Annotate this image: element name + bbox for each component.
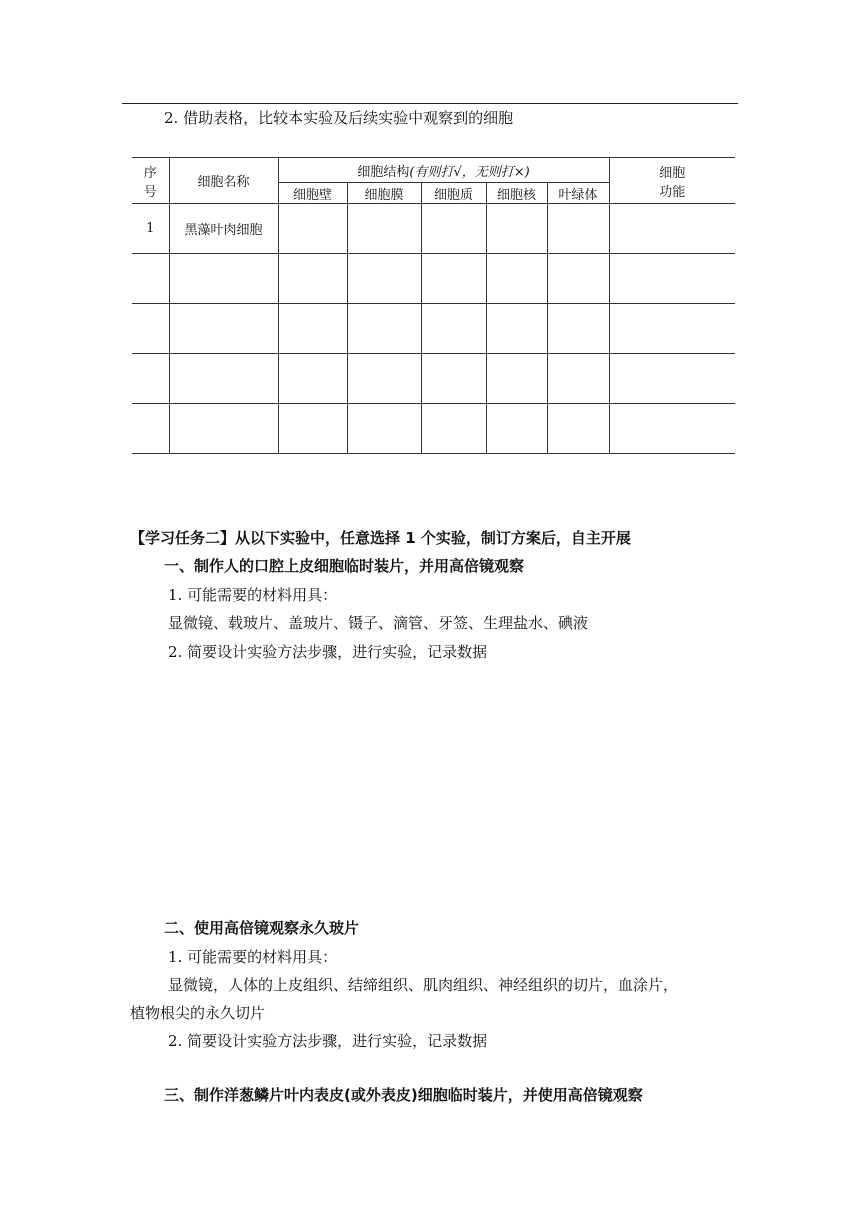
- cell-input[interactable]: [609, 254, 735, 304]
- cell-input[interactable]: [278, 304, 347, 354]
- cell-input[interactable]: [486, 354, 547, 404]
- cell-input[interactable]: [347, 204, 421, 254]
- exp2-materials-line1: 显微镜，人体的上皮组织、结缔组织、肌肉组织、神经组织的切片，血涂片，: [168, 976, 679, 994]
- structure-col-membrane: 细胞膜: [347, 183, 421, 204]
- cell-input[interactable]: [347, 354, 421, 404]
- cell-input[interactable]: [421, 254, 486, 304]
- exp2-item1: 1. 可能需要的材料用具：: [168, 948, 338, 966]
- table-row: [132, 254, 735, 304]
- cell-input[interactable]: [278, 254, 347, 304]
- exp2-materials-line2: 植物根尖的永久切片: [130, 1004, 266, 1022]
- cell-input[interactable]: [347, 304, 421, 354]
- structure-col-chloroplast: 叶绿体: [547, 183, 609, 204]
- row-index: [132, 404, 169, 454]
- cell-input[interactable]: [278, 204, 347, 254]
- table-row: [132, 404, 735, 454]
- table-instruction: 2. 借助表格，比较本实验及后续实验中观察到的细胞: [164, 109, 514, 127]
- function-header: 细胞 功能: [609, 158, 735, 204]
- header-rule: [122, 103, 738, 104]
- cell-input[interactable]: [547, 354, 609, 404]
- structure-header: 细胞结构(有则打√，无则打×): [278, 158, 609, 183]
- exp1-item2: 2. 简要设计实验方法步骤，进行实验，记录数据: [168, 643, 488, 661]
- cell-input[interactable]: [486, 204, 547, 254]
- row-index: [132, 354, 169, 404]
- cell-input[interactable]: [547, 204, 609, 254]
- table-row: [132, 354, 735, 404]
- row-name: 黑藻叶肉细胞: [169, 204, 278, 254]
- cell-input[interactable]: [347, 254, 421, 304]
- exp2-title: 二、使用高倍镜观察永久玻片: [164, 919, 360, 937]
- cell-input[interactable]: [486, 254, 547, 304]
- cell-input[interactable]: [486, 404, 547, 454]
- cell-input[interactable]: [421, 354, 486, 404]
- cell-input[interactable]: [421, 404, 486, 454]
- cell-input[interactable]: [347, 404, 421, 454]
- index-header: 序 号: [132, 158, 169, 204]
- exp2-item2: 2. 简要设计实验方法步骤，进行实验，记录数据: [168, 1032, 488, 1050]
- structure-col-wall: 细胞壁: [278, 183, 347, 204]
- row-name: [169, 404, 278, 454]
- exp1-materials: 显微镜、载玻片、盖玻片、镊子、滴管、牙签、生理盐水、碘液: [168, 614, 589, 632]
- exp3-title: 三、制作洋葱鳞片叶内表皮(或外表皮)细胞临时装片，并使用高倍镜观察: [164, 1086, 643, 1104]
- cell-input[interactable]: [547, 404, 609, 454]
- cell-input[interactable]: [486, 304, 547, 354]
- row-index: 1: [132, 204, 169, 254]
- row-name: [169, 254, 278, 304]
- row-name: [169, 304, 278, 354]
- cell-input[interactable]: [609, 354, 735, 404]
- row-index: [132, 304, 169, 354]
- cell-input[interactable]: [278, 404, 347, 454]
- task2-heading: 【学习任务二】从以下实验中，任意选择 1 个实验，制订方案后，自主开展: [130, 529, 631, 547]
- name-header: 细胞名称: [169, 158, 278, 204]
- cell-input[interactable]: [278, 354, 347, 404]
- cell-input[interactable]: [547, 254, 609, 304]
- cell-comparison-table: [132, 157, 735, 454]
- structure-col-cytoplasm: 细胞质: [421, 183, 486, 204]
- cell-input[interactable]: [547, 304, 609, 354]
- structure-col-nucleus: 细胞核: [486, 183, 547, 204]
- row-name: [169, 354, 278, 404]
- cell-input[interactable]: [609, 304, 735, 354]
- exp1-item1: 1. 可能需要的材料用具：: [168, 586, 338, 604]
- row-index: [132, 254, 169, 304]
- cell-input[interactable]: [421, 204, 486, 254]
- cell-input[interactable]: [609, 404, 735, 454]
- table-row: [132, 304, 735, 354]
- cell-input[interactable]: [609, 204, 735, 254]
- exp1-title: 一、制作人的口腔上皮细胞临时装片，并用高倍镜观察: [164, 557, 525, 575]
- cell-input[interactable]: [421, 304, 486, 354]
- table-row: [132, 204, 735, 254]
